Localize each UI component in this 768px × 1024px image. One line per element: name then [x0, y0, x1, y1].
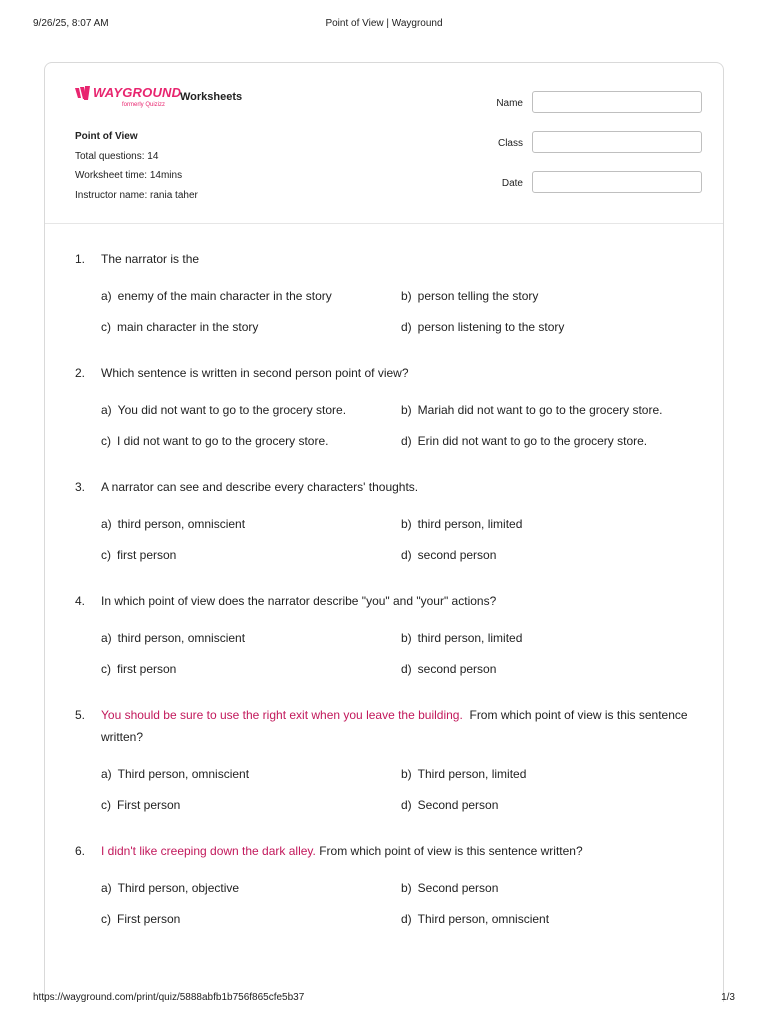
answer-options	[75, 878, 705, 930]
option-letter: d)	[401, 912, 412, 926]
option-text: Third person, omniscient	[117, 767, 250, 781]
worksheet-header	[45, 63, 723, 224]
option-text: Second person	[417, 798, 499, 812]
option-b	[401, 514, 701, 535]
question-1	[75, 248, 705, 338]
option-letter: b)	[401, 517, 412, 531]
option-text: third person, omniscient	[117, 517, 246, 531]
option-letter: b)	[401, 403, 412, 417]
option-b	[401, 628, 701, 649]
option-a	[101, 878, 401, 899]
question-number: 2.	[75, 366, 86, 380]
option-letter: b)	[401, 767, 412, 781]
option-text: Third person, omniscient	[417, 912, 550, 926]
print-datetime: 9/26/25, 8:07 AM	[33, 18, 109, 29]
option-c	[101, 659, 401, 680]
brand	[75, 85, 275, 115]
print-url: https://wayground.com/print/quiz/5888abfb1b756f865cfe5b37	[33, 992, 305, 1003]
question-text: From which point of view is this sentence written?	[319, 844, 583, 858]
option-b	[401, 400, 701, 421]
option-letter: c)	[101, 798, 111, 812]
question-text: The narrator is the	[101, 252, 200, 266]
question-number: 5.	[75, 708, 86, 722]
option-text: Mariah did not want to go to the grocery store.	[417, 403, 663, 417]
option-a	[101, 628, 401, 649]
question-number: 4.	[75, 594, 86, 608]
option-letter: b)	[401, 289, 412, 303]
option-text: third person, limited	[417, 631, 523, 645]
question-6	[75, 840, 705, 930]
class-field[interactable]	[532, 131, 702, 153]
print-header	[33, 18, 735, 32]
option-c	[101, 545, 401, 566]
question-text: From which point of view is this sentence written?	[101, 708, 688, 744]
student-fields	[453, 91, 693, 211]
option-text: first person	[117, 548, 177, 562]
question-stem	[75, 590, 705, 612]
class-field-row	[453, 131, 693, 171]
option-letter: a)	[101, 517, 112, 531]
option-c	[101, 431, 401, 452]
name-field[interactable]	[532, 91, 702, 113]
question-list	[75, 248, 705, 954]
option-letter: a)	[101, 767, 112, 781]
question-5	[75, 704, 705, 816]
option-a	[101, 286, 401, 307]
worksheet-title: Point of View	[75, 131, 138, 142]
print-footer	[33, 992, 735, 1006]
logo-formerly: formerly Quizizz	[122, 102, 166, 108]
option-letter: c)	[101, 320, 111, 334]
option-a	[101, 514, 401, 535]
option-c	[101, 795, 401, 816]
option-letter: b)	[401, 631, 412, 645]
option-letter: d)	[401, 798, 412, 812]
option-text: Second person	[417, 881, 499, 895]
page-number: 1/3	[721, 992, 735, 1003]
option-text: first person	[117, 662, 177, 676]
option-text: First person	[117, 798, 181, 812]
option-d	[401, 795, 701, 816]
option-d	[401, 317, 701, 338]
option-text: First person	[117, 912, 181, 926]
question-text: Which sentence is written in second person point of view?	[101, 366, 409, 380]
name-field-row	[453, 91, 693, 131]
worksheet-time: Worksheet time: 14mins	[75, 170, 183, 181]
answer-options	[75, 514, 705, 566]
question-number: 1.	[75, 252, 86, 266]
date-field-row	[453, 171, 693, 211]
option-letter: a)	[101, 403, 112, 417]
question-stem	[75, 248, 705, 270]
answer-options	[75, 400, 705, 452]
option-d	[401, 659, 701, 680]
name-label: Name	[496, 98, 523, 109]
option-letter: a)	[101, 881, 112, 895]
product-name: Worksheets	[180, 91, 243, 103]
option-text: enemy of the main character in the story	[117, 289, 332, 303]
option-d	[401, 545, 701, 566]
question-text: In which point of view does the narrator describe "you" and "your" actions?	[101, 594, 497, 608]
option-letter: b)	[401, 881, 412, 895]
option-c	[101, 909, 401, 930]
instructor-name: Instructor name: rania taher	[75, 189, 198, 201]
option-text: person telling the story	[417, 289, 539, 303]
option-text: Third person, limited	[417, 767, 527, 781]
question-2	[75, 362, 705, 452]
option-letter: a)	[101, 289, 112, 303]
option-letter: a)	[101, 631, 112, 645]
question-number: 6.	[75, 844, 86, 858]
option-b	[401, 286, 701, 307]
total-questions: Total questions: 14	[75, 150, 159, 162]
date-field[interactable]	[532, 171, 702, 193]
option-letter: c)	[101, 662, 111, 676]
question-4	[75, 590, 705, 680]
option-d	[401, 909, 701, 930]
option-text: main character in the story	[117, 320, 259, 334]
option-a	[101, 764, 401, 785]
question-number: 3.	[75, 480, 86, 494]
option-text: You did not want to go to the grocery store.	[117, 403, 347, 417]
question-stem	[75, 704, 705, 748]
option-text: second person	[417, 548, 497, 562]
option-text: person listening to the story	[417, 320, 565, 334]
worksheet-meta	[75, 127, 198, 205]
option-b	[401, 878, 701, 899]
question-stem	[75, 362, 705, 384]
option-text: I did not want to go to the grocery store.	[117, 434, 329, 448]
question-stem	[75, 840, 705, 862]
option-letter: c)	[101, 912, 111, 926]
quoted-sentence: You should be sure to use the right exit when you leave the building.	[101, 708, 463, 722]
option-letter: d)	[401, 434, 412, 448]
date-label: Date	[501, 178, 523, 189]
question-3	[75, 476, 705, 566]
option-letter: d)	[401, 548, 412, 562]
option-text: Third person, objective	[117, 881, 240, 895]
question-text: A narrator can see and describe every characters' thoughts.	[101, 480, 419, 494]
option-text: Erin did not want to go to the grocery store.	[417, 434, 648, 448]
option-d	[401, 431, 701, 452]
print-page-title: Point of View | Wayground	[325, 18, 443, 29]
option-letter: d)	[401, 320, 412, 334]
quoted-sentence: I didn't like creeping down the dark alley.	[101, 844, 316, 858]
answer-options	[75, 628, 705, 680]
option-text: second person	[417, 662, 497, 676]
option-letter: c)	[101, 548, 111, 562]
answer-options	[75, 286, 705, 338]
option-a	[101, 400, 401, 421]
question-stem	[75, 476, 705, 498]
worksheet-card	[44, 62, 724, 1002]
option-b	[401, 764, 701, 785]
class-label: Class	[497, 138, 523, 149]
option-text: third person, limited	[417, 517, 523, 531]
answer-options	[75, 764, 705, 816]
option-c	[101, 317, 401, 338]
option-letter: c)	[101, 434, 111, 448]
logo-wordmark: WAYGROUND	[93, 85, 182, 100]
option-letter: d)	[401, 662, 412, 676]
option-text: third person, omniscient	[117, 631, 246, 645]
